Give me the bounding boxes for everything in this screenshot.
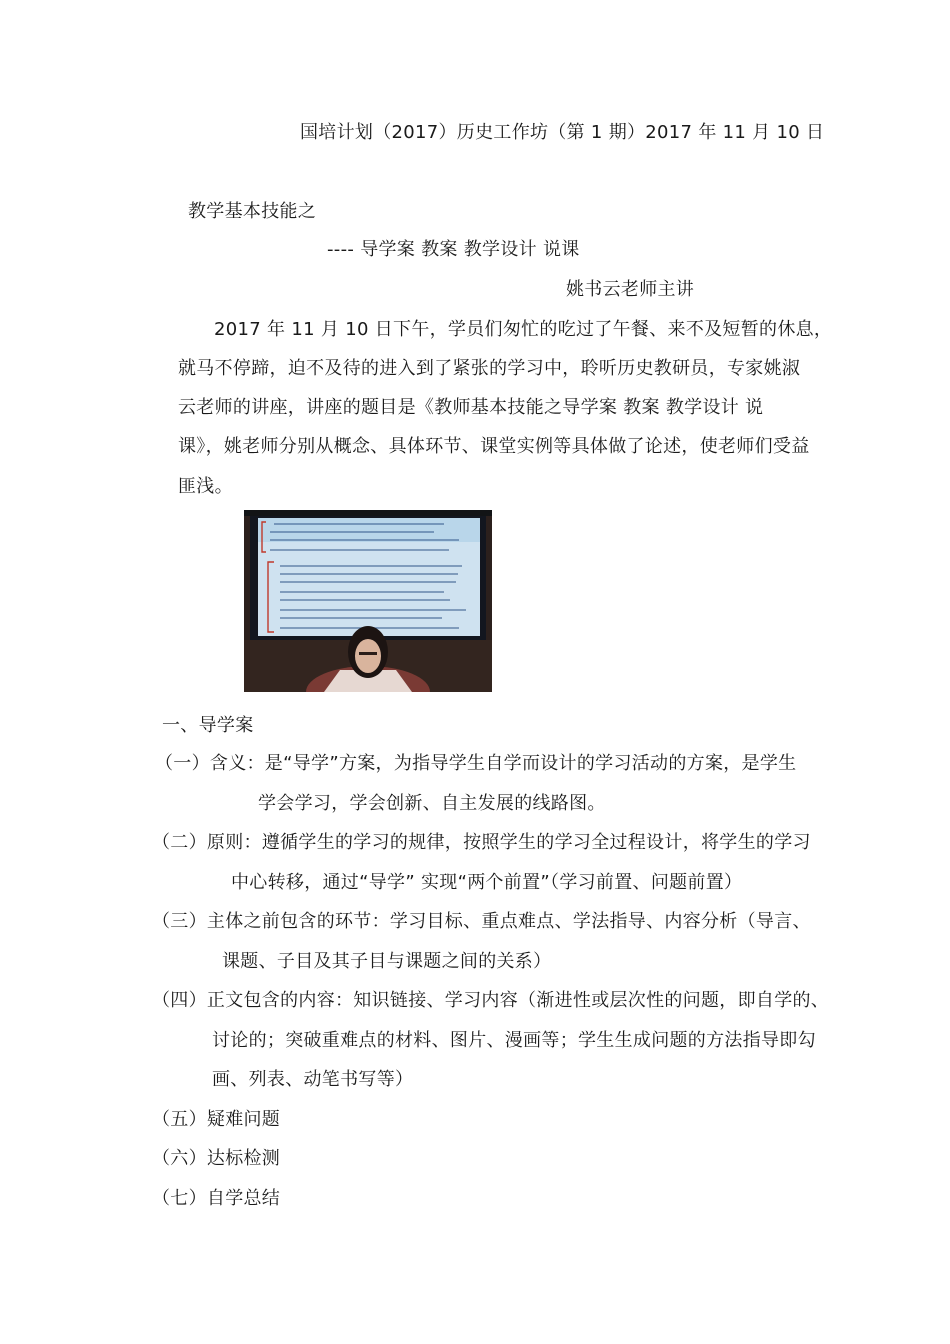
list-item-continuation: 画、列表、动笔书写等）: [212, 1069, 414, 1090]
list-item: （二）原则：遵循学生的学习的规律，按照学生的学习全过程设计，将学生的学习: [152, 832, 811, 853]
intro-line: 就马不停蹄，迫不及待的进入到了紧张的学习中，聆听历史教研员，专家姚淑: [178, 358, 801, 379]
section-heading: 一、导学案: [162, 715, 254, 736]
intro-line: 2017 年 11 月 10 日下午，学员们匆忙的吃过了午餐、来不及短暂的休息，: [214, 319, 833, 340]
list-item: （三）主体之前包含的环节：学习目标、重点难点、学法指导、内容分析（导言、: [152, 911, 811, 932]
list-item-continuation: 课题、子目及其子目与课题之间的关系）: [222, 951, 552, 972]
title-line-1: 教学基本技能之: [188, 201, 317, 222]
lecture-photo: [244, 510, 492, 692]
list-item: （一）含义：是“导学”方案，为指导学生自学而设计的学习活动的方案，是学生: [155, 753, 797, 774]
intro-line: 匪浅。: [178, 476, 233, 497]
document-header: 国培计划（2017）历史工作坊（第 1 期）2017 年 11 月 10 日: [300, 122, 825, 143]
list-item: （六）达标检测: [152, 1148, 281, 1169]
list-item-continuation: 学会学习，学会创新、自主发展的线路图。: [258, 793, 606, 814]
list-item: （四）正文包含的内容：知识链接、学习内容（渐进性或层次性的问题，即自学的、: [152, 990, 830, 1011]
title-line-2: ---- 导学案 教案 教学设计 说课: [327, 239, 580, 260]
intro-line: 云老师的讲座，讲座的题目是《教师基本技能之导学案 教案 教学设计 说: [178, 397, 764, 418]
list-item-continuation: 中心转移，通过“导学” 实现“两个前置”（学习前置、问题前置）: [231, 872, 743, 893]
list-item: （七）自学总结: [152, 1188, 281, 1209]
intro-line: 课》，姚老师分别从概念、具体环节、课堂实例等具体做了论述，使老师们受益: [178, 436, 810, 457]
list-item-continuation: 讨论的；突破重难点的材料、图片、漫画等；学生生成问题的方法指导即勾: [212, 1030, 816, 1051]
list-item: （五）疑难问题: [152, 1109, 281, 1130]
presenter: 姚书云老师主讲: [566, 279, 695, 300]
